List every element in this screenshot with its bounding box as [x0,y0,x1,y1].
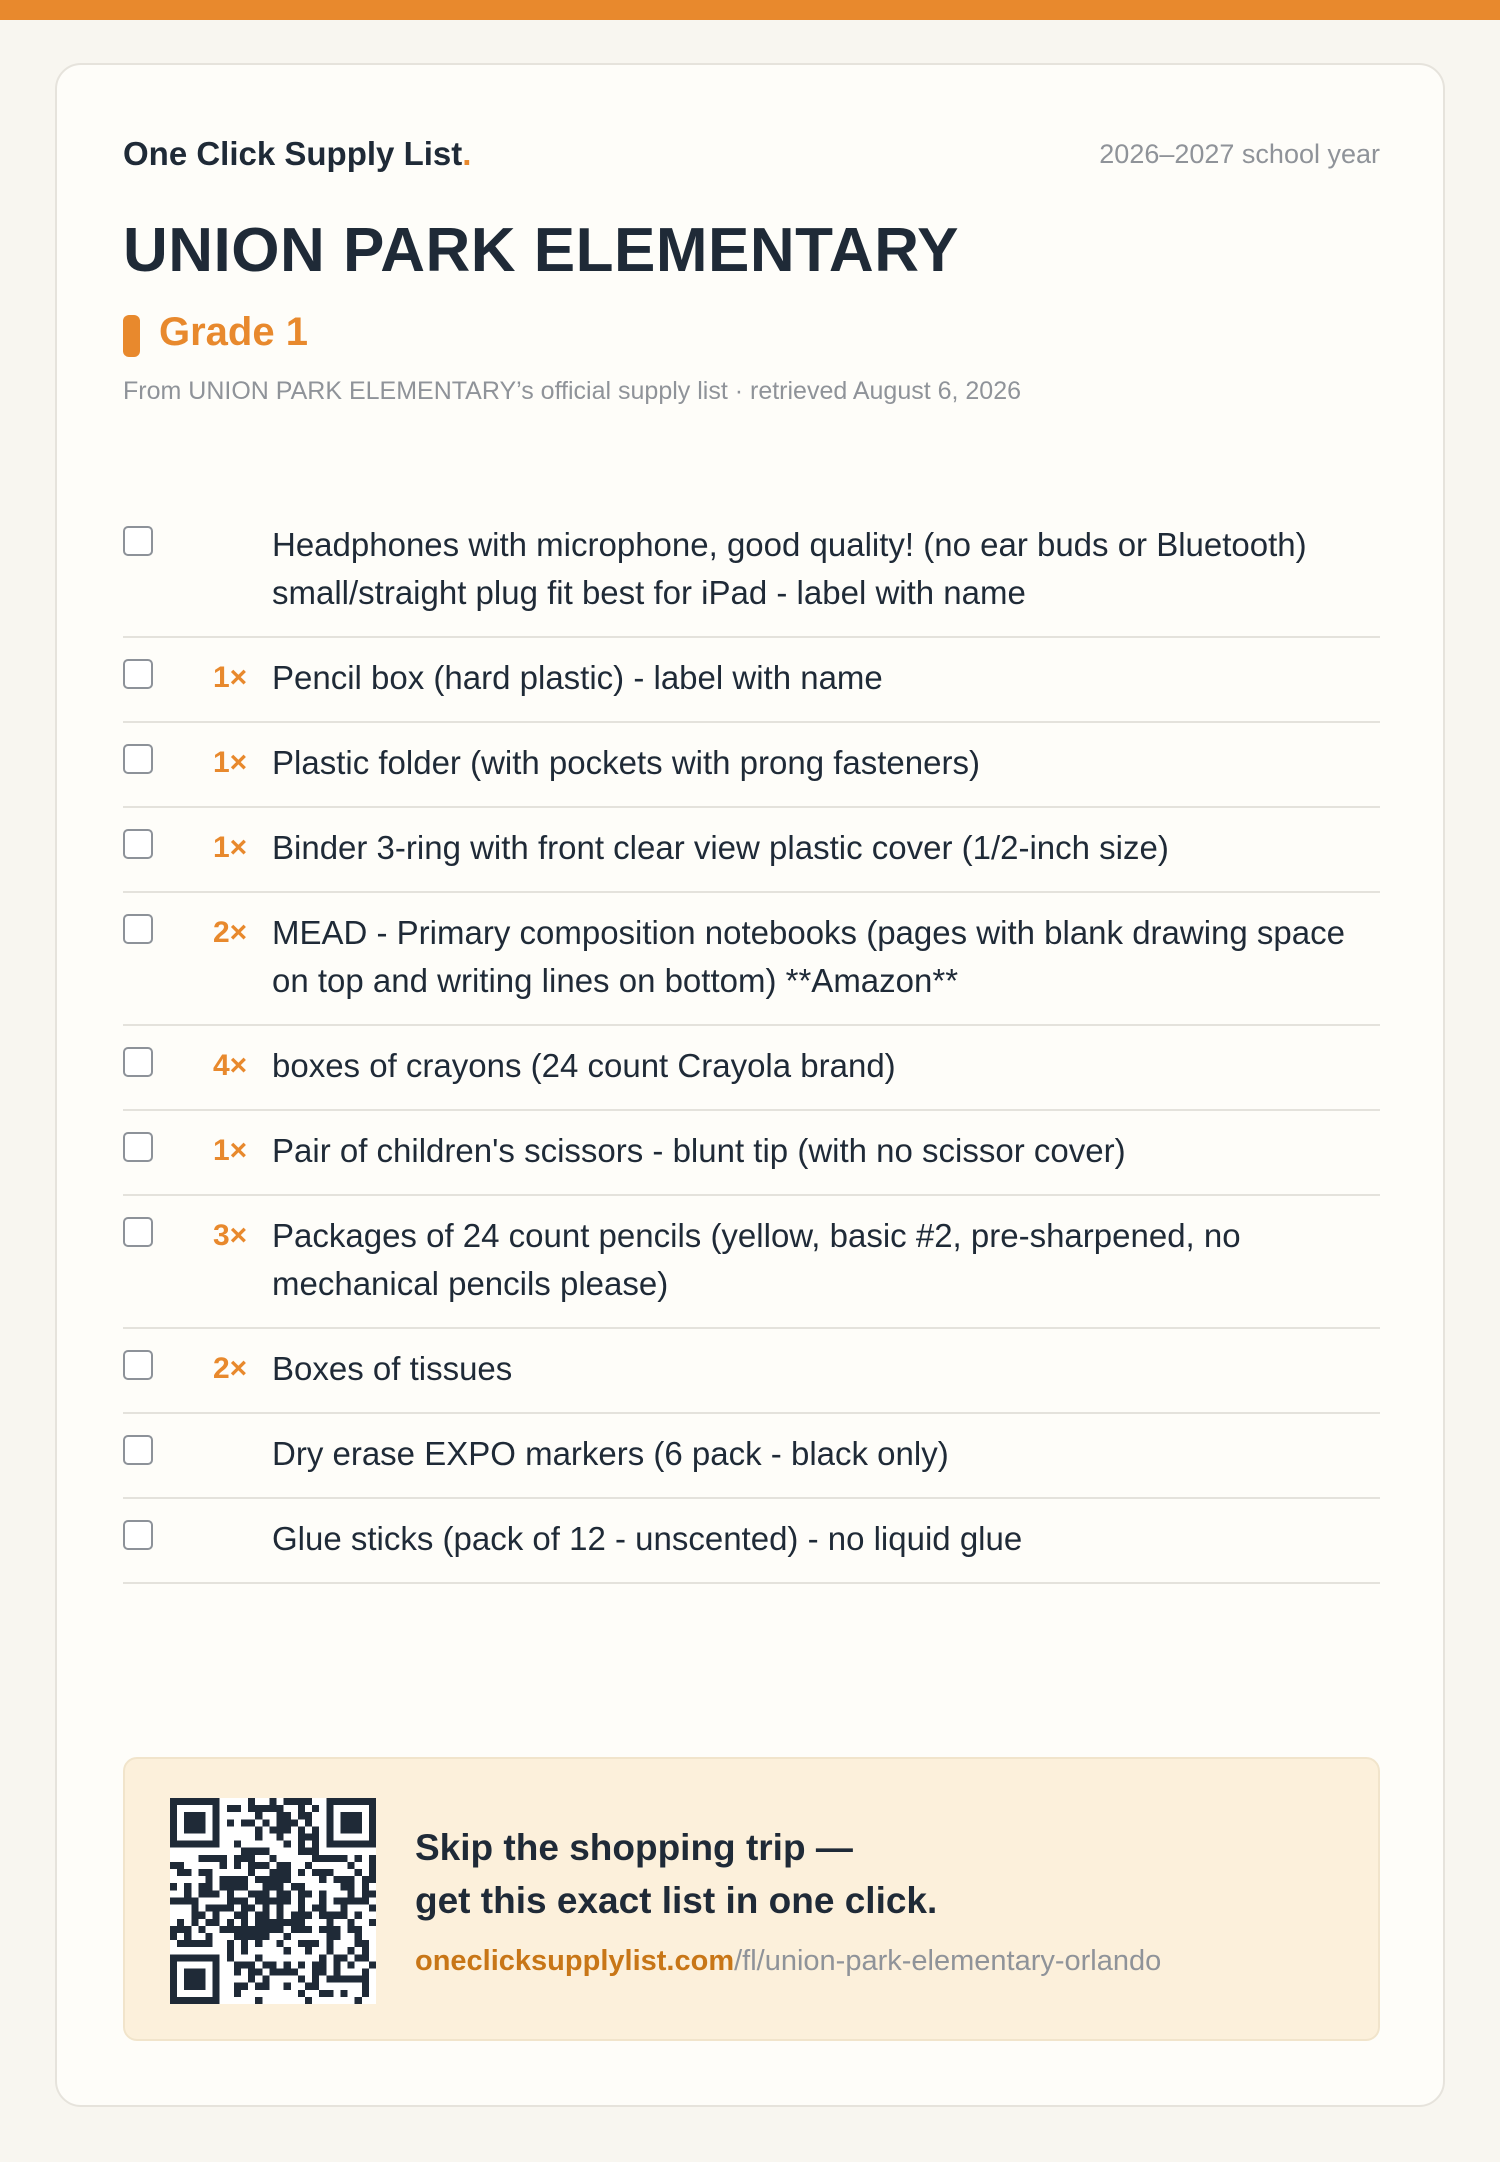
item-quantity: 1× [213,746,248,779]
list-item [123,1329,1380,1414]
item-checkbox[interactable] [123,1047,153,1077]
item-quantity: 1× [213,831,248,864]
list-item [123,1414,1380,1499]
item-text: Dry erase EXPO markers (6 pack - black only) [272,1435,949,1472]
item-checkbox[interactable] [123,526,153,556]
item-checkbox[interactable] [123,1217,153,1247]
promo-url-domain[interactable]: oneclicksupplylist.com [415,1945,735,1977]
item-checkbox[interactable] [123,1132,153,1162]
item-checkbox[interactable] [123,1350,153,1380]
promo-banner [123,1757,1380,2041]
item-text: Plastic folder (with pockets with prong fasteners) [272,744,980,781]
item-quantity: 1× [213,1134,248,1167]
item-checkbox[interactable] [123,829,153,859]
item-checkbox[interactable] [123,1435,153,1465]
item-text: Boxes of tissues [272,1350,513,1387]
list-item [123,1111,1380,1196]
promo-line-1: Skip the shopping trip — [415,1827,853,1868]
top-accent-bar [0,0,1500,20]
list-item [123,893,1380,1026]
item-quantity: 4× [213,1049,248,1082]
item-text: Glue sticks (pack of 12 - unscented) - no liquid glue [272,1520,1023,1557]
list-item [123,723,1380,808]
supply-list-card [55,63,1445,2107]
item-text: Pencil box (hard plastic) - label with name [272,659,883,696]
school-name: UNION PARK ELEMENTARY [123,216,960,285]
qr-code-icon[interactable] [170,1798,376,2004]
school-year: 2026–2027 school year [1099,139,1380,169]
promo-headline [415,1821,1315,1927]
item-text: Packages of 24 count pencils (yellow, basic #2, pre-sharpened, no mechanical pencils please) [272,1217,1241,1302]
item-quantity: 3× [213,1219,248,1252]
list-item [123,1499,1380,1584]
list-item [123,505,1380,638]
item-checkbox[interactable] [123,1520,153,1550]
item-quantity: 2× [213,1352,248,1385]
item-text: Pair of children's scissors - blunt tip (with no scissor cover) [272,1132,1126,1169]
item-quantity: 2× [213,916,248,949]
promo-link[interactable] [415,1945,1161,1978]
promo-url-path[interactable]: /fl/union-park-elementary-orlando [734,1945,1162,1977]
supply-items-list [123,505,1380,1584]
item-text: MEAD - Primary composition notebooks (pages with blank drawing space on top and writing lines on bottom) **Amazon** [272,914,1345,999]
grade-label: Grade 1 [159,310,308,354]
brand-logo [123,135,471,173]
brand-dot: . [462,135,472,172]
card-header [123,135,1380,179]
list-item [123,1196,1380,1329]
brand-name: One Click Supply List [123,135,463,172]
source-line: From UNION PARK ELEMENTARY’s official supply list · retrieved August 6, 2026 [123,377,1022,405]
item-checkbox[interactable] [123,914,153,944]
item-text: Binder 3-ring with front clear view plastic cover (1/2-inch size) [272,829,1169,866]
promo-line-2: get this exact list in one click. [415,1880,938,1921]
item-text: boxes of crayons (24 count Crayola brand) [272,1047,896,1084]
grade-accent-bar [123,315,140,357]
item-checkbox[interactable] [123,744,153,774]
list-item [123,638,1380,723]
item-checkbox[interactable] [123,659,153,689]
list-item [123,1026,1380,1111]
list-item [123,808,1380,893]
item-text: Headphones with microphone, good quality! (no ear buds or Bluetooth) small/straight plug fit best for iPad - label with name [272,526,1307,611]
item-quantity: 1× [213,661,248,694]
